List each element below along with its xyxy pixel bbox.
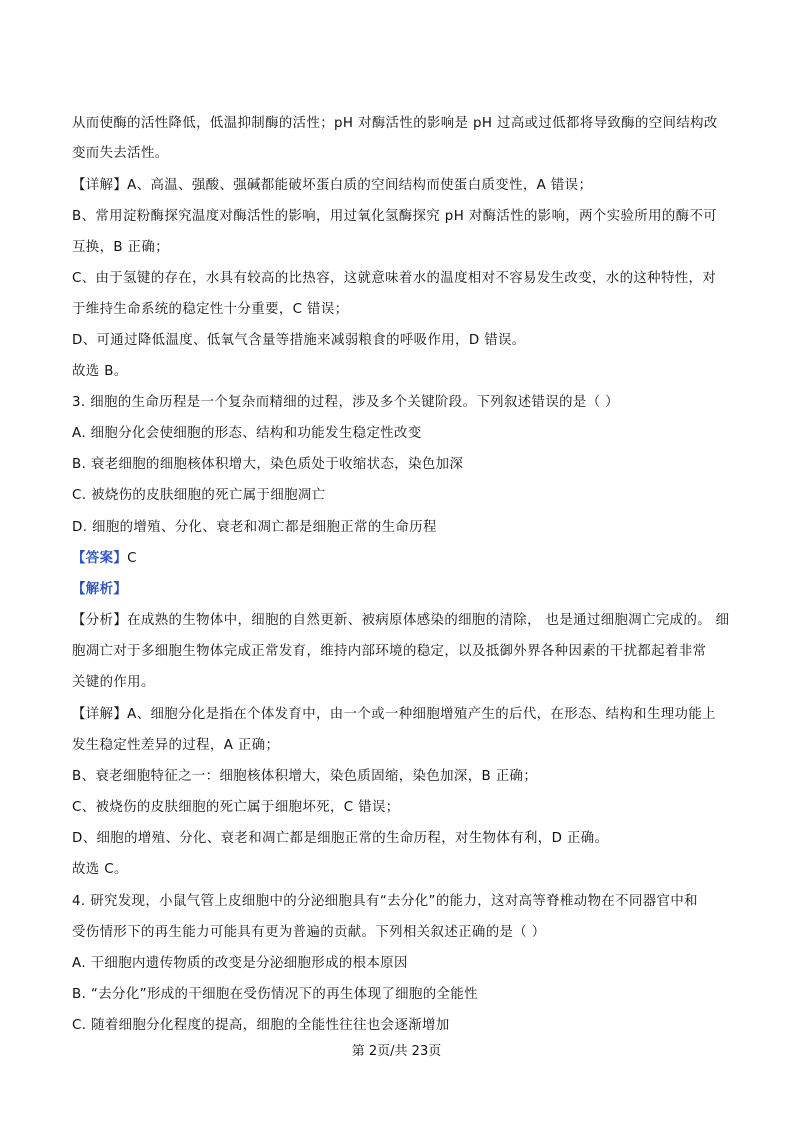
option-c: C. 被烧伤的皮肤细胞的死亡属于细胞凋亡: [72, 488, 326, 503]
text-line: 从而使酶的活性降低，低温抑制酶的活性；pH 对酶活性的影响是 pH 过高或过低都将导致酶的空间结构改: [72, 116, 718, 131]
option-c: C. 随着细胞分化程度的提高，细胞的全能性往往也会逐渐增加: [72, 1018, 450, 1033]
option-b: B. “去分化”形成的干细胞在受伤情况下的再生体现了细胞的全能性: [72, 987, 478, 1002]
text-line: 【详解】A、高温、强酸、强碱都能破坏蛋白质的空间结构而使蛋白质变性，A 错误；: [72, 178, 593, 193]
option-a: A. 细胞分化会使细胞的形态、结构和功能发生稳定性改变: [72, 426, 422, 441]
analysis-line: [72, 580, 127, 600]
page-footer: 第 2页/共 23页: [351, 1044, 442, 1059]
answer-line: [72, 549, 137, 569]
answer-tag: 【答案】: [72, 551, 128, 566]
question-4-stem: 4. 研究发现，小鼠气管上皮细胞中的分泌细胞具有“去分化”的能力，这对高等脊椎动物在不同器官中和: [72, 894, 698, 909]
text-line: 变而失去活性。: [72, 146, 169, 161]
text-line: D、细胞的增殖、分化、衰老和凋亡都是细胞正常的生命历程，对生物体有利，D 正确。: [72, 831, 609, 846]
text-line: 关键的作用。: [72, 675, 155, 690]
text-line: 互换，B 正确；: [72, 240, 169, 255]
option-a: A. 干细胞内遗传物质的改变是分泌细胞形成的根本原因: [72, 956, 408, 971]
text-line: 于维持生命系统的稳定性十分重要，C 错误；: [72, 302, 349, 317]
text-line: 故选 B。: [72, 364, 128, 379]
analysis-tag: 【解析】: [72, 582, 128, 597]
question-3-stem: 3. 细胞的生命历程是一个复杂而精细的过程，涉及多个关键阶段。下列叙述错误的是（ ）: [72, 395, 619, 410]
text-line: D、可通过降低温度、低氧气含量等措施来减弱粮食的呼吸作用，D 错误。: [72, 333, 526, 348]
text-line: 【详解】A、细胞分化是指在个体发育中，由一个或一种细胞增殖产生的后代，在形态、结构和生理功能上: [72, 707, 716, 722]
option-d: D. 细胞的增殖、分化、衰老和凋亡都是细胞正常的生命历程: [72, 520, 437, 535]
text-line: 发生稳定性差异的过程，A 正确；: [72, 738, 280, 753]
text-line: C、由于氢键的存在，水具有较高的比热容，这就意味着水的温度相对不容易发生改变，水的这种特性，对: [72, 271, 717, 286]
question-4-stem-cont: 受伤情形下的再生能力可能具有更为普遍的贡献。下列相关叙述正确的是（ ）: [72, 925, 546, 940]
text-line: 【分析】在成熟的生物体中，细胞的自然更新、被病原体感染的细胞的清除， 也是通过细胞凋亡完成的。 细: [72, 613, 730, 628]
text-line: 胞凋亡对于多细胞生物体完成正常发育，维持内部环境的稳定，以及抵御外界各种因素的干扰都起着非常: [72, 644, 707, 659]
text-line: B、常用淀粉酶探究温度对酶活性的影响，用过氧化氢酶探究 pH 对酶活性的影响，两个实验所用的酶不可: [72, 209, 718, 224]
text-line: 故选 C。: [72, 862, 128, 877]
text-line: C、被烧伤的皮肤细胞的死亡属于细胞坏死，C 错误；: [72, 800, 400, 815]
answer-value: C: [127, 551, 137, 566]
text-line: B、衰老细胞特征之一：细胞核体积增大，染色质固缩，染色加深，B 正确；: [72, 769, 538, 784]
option-b: B. 衰老细胞的细胞核体积增大，染色质处于收缩状态，染色加深: [72, 457, 464, 472]
